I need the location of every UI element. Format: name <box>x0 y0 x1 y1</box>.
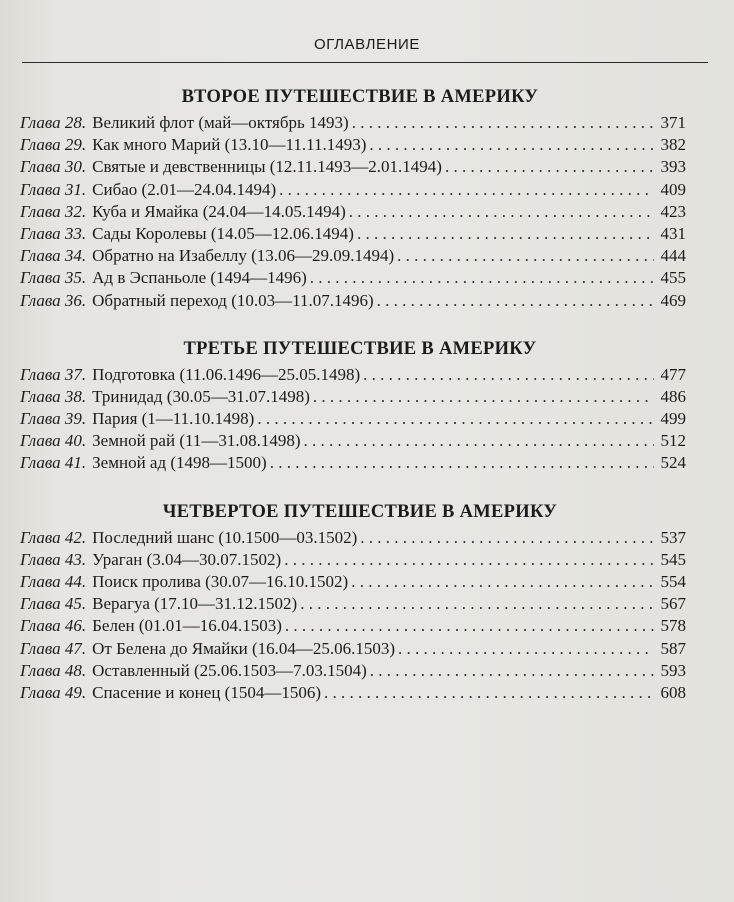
toc-entry <box>20 223 686 245</box>
chapter-title: Пария (1—11.10.1498) <box>92 409 255 429</box>
toc-entry <box>20 682 686 704</box>
chapter-label: Глава 36. <box>20 290 87 310</box>
page-number: 409 <box>660 179 686 199</box>
page-number: 371 <box>660 113 686 132</box>
chapter-label: Глава 43. <box>20 549 87 569</box>
chapter-label: Глава 46. <box>20 616 87 636</box>
section-fourth-voyage <box>20 497 686 705</box>
toc-entry <box>20 615 686 637</box>
chapter-label: Глава 42. <box>20 527 87 547</box>
toc-entry <box>20 112 686 134</box>
chapter-title: Ад в Эспаньоле (1494—1496) <box>92 268 307 288</box>
chapter-label: Глава 29. <box>20 135 87 155</box>
page-number: 578 <box>660 616 686 636</box>
chapter-label: Глава 37. <box>20 364 87 384</box>
chapter-list <box>20 112 686 312</box>
page-number: 423 <box>660 201 686 221</box>
header-rule <box>22 62 708 63</box>
page-number: 593 <box>660 660 686 680</box>
running-head: ОГЛАВЛЕНИЕ <box>313 36 421 53</box>
chapter-label: Глава 47. <box>20 638 87 658</box>
chapter-title: Подготовка (11.06.1496—25.05.1498) <box>92 364 361 384</box>
dot-leader <box>304 430 654 452</box>
chapter-label: Глава 45. <box>20 594 87 614</box>
section-third-voyage <box>20 334 686 475</box>
toc-entry <box>20 593 686 615</box>
page-number: 444 <box>660 246 686 266</box>
page-number: 382 <box>660 135 686 155</box>
chapter-title: Куба и Ямайка (24.04—14.05.1494) <box>92 201 346 221</box>
page-number: 524 <box>660 453 686 473</box>
toc-entry <box>20 452 686 474</box>
toc-entry <box>20 290 686 312</box>
chapter-title: Белен (01.01—16.04.1503) <box>92 616 282 636</box>
page-number: 512 <box>660 431 686 451</box>
page-number: 455 <box>660 268 686 288</box>
page-number: 545 <box>660 549 686 569</box>
table-of-contents <box>20 82 686 704</box>
dot-leader <box>398 638 654 660</box>
chapter-title: Великий флот (май—октябрь 1493) <box>92 113 349 132</box>
chapter-label: Глава 33. <box>20 223 87 243</box>
section-title: ТРЕТЬЕ ПУТЕШЕСТВИЕ В АМЕРИКУ <box>183 338 537 359</box>
chapter-title: Последний шанс (10.1500—03.1502) <box>92 527 358 547</box>
dot-leader <box>349 201 654 223</box>
page-number: 537 <box>660 527 686 547</box>
toc-entry <box>20 638 686 660</box>
toc-entry <box>20 386 686 408</box>
page-number: 393 <box>660 157 686 177</box>
toc-entry <box>20 267 686 289</box>
page-number: 486 <box>660 386 686 406</box>
chapter-label: Глава 38. <box>20 386 87 406</box>
chapter-title: Земной ад (1498—1500) <box>92 453 267 473</box>
section-title: ВТОРОЕ ПУТЕШЕСТВИЕ В АМЕРИКУ <box>181 87 539 107</box>
page-number: 469 <box>660 290 686 310</box>
chapter-label: Глава 48. <box>20 660 87 680</box>
section-title: ЧЕТВЕРТОЕ ПУТЕШЕСТВИЕ В АМЕРИКУ <box>162 501 558 522</box>
chapter-title: Земной рай (11—31.08.1498) <box>92 431 301 451</box>
chapter-list <box>20 527 686 705</box>
dot-leader <box>279 179 654 201</box>
chapter-label: Глава 34. <box>20 246 87 266</box>
dot-leader <box>284 549 654 571</box>
toc-entry <box>20 527 686 549</box>
toc-entry <box>20 430 686 452</box>
chapter-title: Ураган (3.04—30.07.1502) <box>92 549 282 569</box>
section-second-voyage <box>20 82 686 312</box>
dot-leader <box>445 156 654 178</box>
chapter-title: Верагуа (17.10—31.12.1502) <box>92 594 298 614</box>
dot-leader <box>351 571 654 593</box>
page-number: 499 <box>660 409 686 429</box>
chapter-label: Глава 40. <box>20 431 87 451</box>
chapter-title: Как много Марий (13.10—11.11.1493) <box>92 135 367 155</box>
chapter-title: Сады Королевы (14.05—12.06.1494) <box>92 223 354 243</box>
dot-leader <box>360 527 654 549</box>
chapter-title: Оставленный (25.06.1503—7.03.1504) <box>92 660 367 680</box>
chapter-label: Глава 32. <box>20 201 87 221</box>
chapter-label: Глава 30. <box>20 157 87 177</box>
dot-leader <box>369 134 654 156</box>
chapter-title: Поиск пролива (30.07—16.10.1502) <box>92 572 349 591</box>
toc-entry <box>20 549 686 571</box>
chapter-label: Глава 28. <box>20 113 87 132</box>
page-number: 587 <box>660 638 686 658</box>
dot-leader <box>300 593 654 615</box>
toc-entry <box>20 134 686 156</box>
dot-leader <box>377 290 654 312</box>
toc-entry <box>20 201 686 223</box>
dot-leader <box>357 223 654 245</box>
page-number: 431 <box>660 223 686 243</box>
chapter-list <box>20 364 686 475</box>
chapter-label: Глава 39. <box>20 409 87 429</box>
chapter-title: Обратный переход (10.03—11.07.1496) <box>92 290 374 310</box>
chapter-title: Тринидад (30.05—31.07.1498) <box>92 386 310 406</box>
chapter-label: Глава 35. <box>20 268 87 288</box>
chapter-title: Сибао (2.01—24.04.1494) <box>92 179 277 199</box>
toc-entry <box>20 156 686 178</box>
page-number: 608 <box>660 682 686 702</box>
dot-leader <box>352 112 654 134</box>
dot-leader <box>285 615 654 637</box>
dot-leader <box>363 364 654 386</box>
dot-leader <box>324 682 654 704</box>
toc-entry <box>20 245 686 267</box>
dot-leader <box>310 267 654 289</box>
chapter-label: Глава 31. <box>20 179 87 199</box>
toc-entry <box>20 364 686 386</box>
dot-leader <box>313 386 654 408</box>
toc-entry <box>20 179 686 201</box>
chapter-title: Святые и девственницы (12.11.1493—2.01.1494) <box>92 157 442 177</box>
chapter-title: Обратно на Изабеллу (13.06—29.09.1494) <box>92 246 395 266</box>
chapter-label: Глава 44. <box>20 572 87 591</box>
dot-leader <box>397 245 654 267</box>
page-number: 554 <box>660 572 686 591</box>
chapter-title: От Белена до Ямайки (16.04—25.06.1503) <box>92 638 396 658</box>
chapter-label: Глава 49. <box>20 682 87 702</box>
toc-entry <box>20 408 686 430</box>
dot-leader <box>257 408 654 430</box>
chapter-label: Глава 41. <box>20 453 87 473</box>
toc-entry <box>20 660 686 682</box>
dot-leader <box>370 660 654 682</box>
page-number: 477 <box>660 364 686 384</box>
chapter-title: Спасение и конец (1504—1506) <box>92 682 321 702</box>
dot-leader <box>270 452 654 474</box>
page-number: 567 <box>660 594 686 614</box>
toc-entry <box>20 571 686 593</box>
